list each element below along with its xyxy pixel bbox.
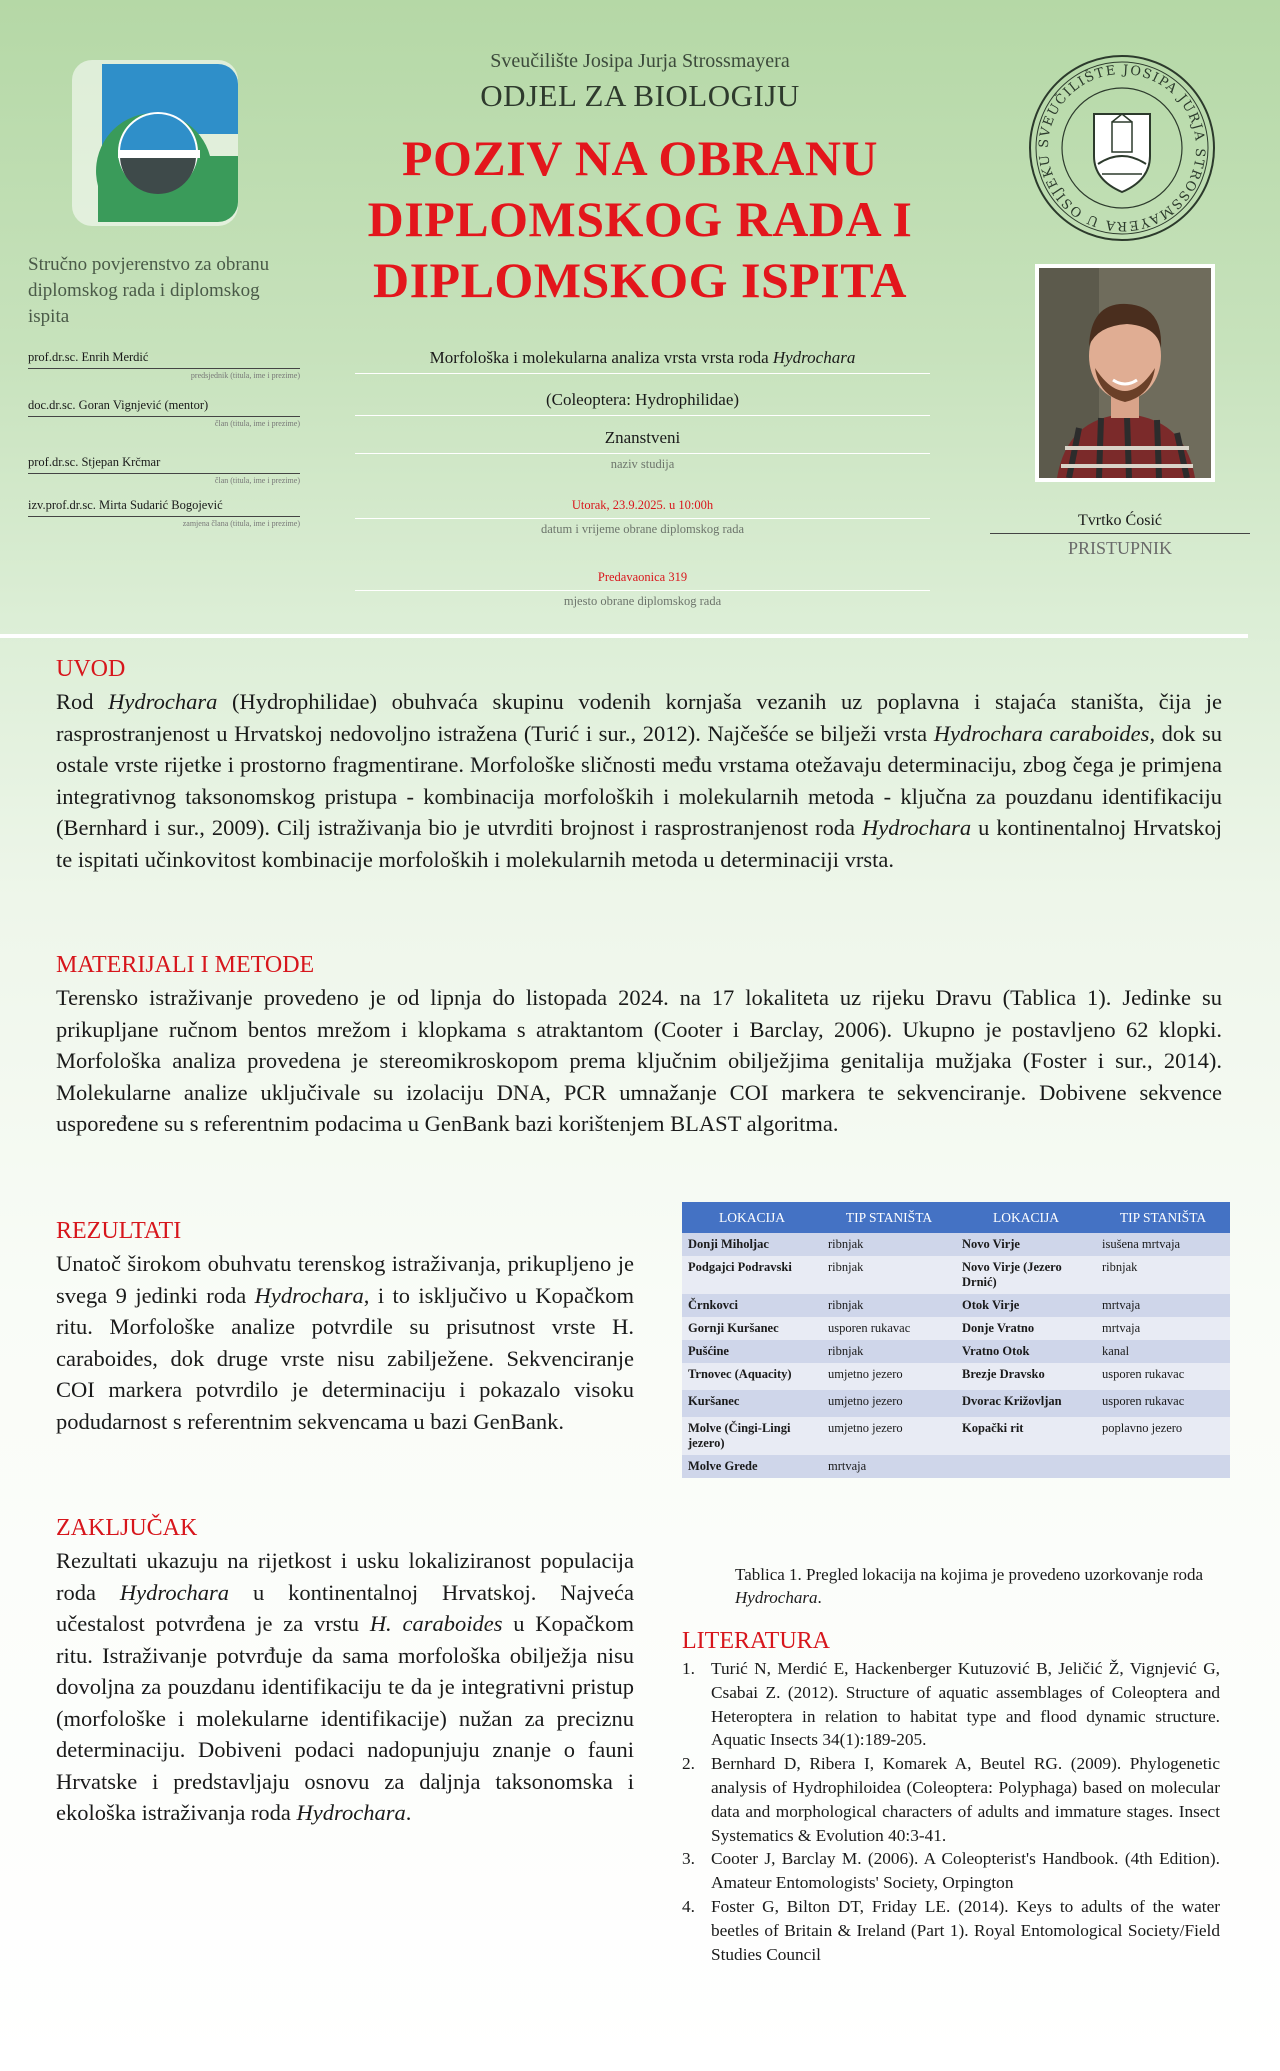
candidate-photo	[1035, 264, 1215, 482]
member-role: član (titula, ime i prezime)	[214, 476, 300, 485]
table-row	[682, 1294, 1230, 1317]
table-cell-location: Dvorac Križovljan	[956, 1390, 1096, 1417]
table-cell-habitat: usporen rukavac	[1096, 1390, 1230, 1417]
study-name: Znanstveni	[355, 428, 930, 454]
literature-item-number: 3.	[682, 1849, 695, 1869]
table-cell-location: Otok Virje	[956, 1294, 1096, 1317]
section-text-conclusion: Rezultati ukazuju na rijetkost i usku lokaliziranost populacija roda Hydrochara u kontinentalnoj Hrvatskoj. Najveća učestalost potvrđena je za vrstu H. caraboides u Kopačkom ritu. Istraživanje potvrđuje da sama morfološka obilježja nisu dovoljna za pouzdanu identifikaciju te da je integrativni pristup (morfološke i molekularne identifikacije) nužan za preciznu determinaciju. Dobiveni podaci nadopunjuju znanje o fauni Hrvatske i predstavljaju osnovu za daljnja taksonomska i ekološka istraživanja roda Hydrochara.	[56, 1548, 634, 1825]
section-heading-results: REZULTATI	[56, 1218, 182, 1244]
divider	[0, 634, 1248, 638]
table-cell-location: Gornji Kuršanec	[682, 1317, 822, 1340]
table-cell-location: Molve (Čingi-Lingi jezero)	[682, 1417, 822, 1455]
literature-item	[682, 1657, 1220, 1752]
committee-member	[28, 350, 300, 380]
title-line: DIPLOMSKOG ISPITA	[372, 252, 908, 308]
literature-item-number: 1.	[682, 1659, 695, 1678]
member-name: izv.prof.dr.sc. Mirta Sudarić Bogojević	[28, 498, 300, 517]
section-heading-conclusion: ZAKLJUČAK	[56, 1515, 198, 1541]
study-label: naziv studija	[610, 457, 675, 471]
place-label: mjesto obrane diplomskog rada	[563, 594, 722, 608]
locations-table	[682, 1202, 1230, 1478]
table-cell-habitat: ribnjak	[822, 1340, 956, 1363]
table-row	[682, 1417, 1230, 1455]
table-cell-habitat: umjetno jezero	[822, 1363, 956, 1390]
table-row	[682, 1363, 1230, 1390]
thesis-title	[355, 348, 930, 374]
table-cell-location	[956, 1455, 1096, 1478]
committee-title: Stručno povjerenstvo za obranu diplomskog rada i diplomskog ispita	[28, 254, 270, 327]
table-cell-location: Podgajci Podravski	[682, 1256, 822, 1294]
italic-taxon: Hydrochara	[254, 1282, 364, 1308]
title-line: POZIV NA OBRANU	[401, 130, 879, 186]
literature-item-text: Turić N, Merdić E, Hackenberger Kutuzović B, Jeličić Ž, Vignjević G, Csabai Z. (2012). Structure of aquatic assemblages of Coleoptera and Heteroptera in relation to habitat type and flood dynamic structure. Aquatic Insects 34(1):189-205.	[711, 1659, 1220, 1750]
thesis-subtitle: (Coleoptera: Hydrophilidae)	[355, 390, 930, 416]
committee-member	[28, 455, 300, 485]
literature-item	[682, 1752, 1220, 1847]
table-cell-habitat: kanal	[1096, 1340, 1230, 1363]
table-cell-habitat: umjetno jezero	[822, 1417, 956, 1455]
department-logo-icon	[68, 56, 242, 230]
page-title	[320, 128, 960, 311]
italic-taxon: Hydrochara	[296, 1800, 406, 1825]
seal-text: SVEUČILIŠTE JOSIPA JURJA STROSSMAYERA U OSIJEKU	[1036, 62, 1208, 234]
member-name: prof.dr.sc. Enrih Merdić	[28, 350, 300, 369]
table-cell-habitat: ribnjak	[1096, 1256, 1230, 1294]
member-name: doc.dr.sc. Goran Vignjević (mentor)	[28, 398, 300, 417]
table-cell-habitat: usporen rukavac	[1096, 1363, 1230, 1390]
table-cell-location: Donje Vratno	[956, 1317, 1096, 1340]
defense-datetime: Utorak, 23.9.2025. u 10:00h	[355, 498, 930, 519]
table-cell-location: Molve Grede	[682, 1455, 822, 1478]
university-seal-icon	[1026, 52, 1218, 244]
table-cell-habitat: mrtvaja	[1096, 1317, 1230, 1340]
literature-item	[682, 1895, 1220, 1966]
datetime-field	[355, 498, 930, 537]
table-header: LOKACIJA	[682, 1202, 822, 1233]
table-caption: Tablica 1. Pregled lokacija na kojima je provedeno uzorkovanje roda Hydrochara.	[735, 1565, 1204, 1607]
table-cell-habitat: umjetno jezero	[822, 1390, 956, 1417]
table-cell-habitat: mrtvaja	[1096, 1294, 1230, 1317]
table-cell-location: Črnkovci	[682, 1294, 822, 1317]
committee-member	[28, 398, 300, 428]
thesis-subtitle-field	[355, 390, 930, 416]
section-heading-uvod: UVOD	[56, 656, 126, 682]
table-cell-habitat: ribnjak	[822, 1233, 956, 1256]
candidate-name: Tvrtko Ćosić	[990, 512, 1250, 534]
table-cell-habitat: usporen rukavac	[822, 1317, 956, 1340]
section-text-results: Unatoč širokom obuhvatu terenskog istraživanja, prikupljeno je svega 9 jedinki roda Hydrochara, i to isključivo u Kopačkom ritu. Morfološke analize potvrdile su prisutnost vrste H. caraboides, dok druge vrste nisu zabilježene. Sekvenciranje COI markera potvrdilo je determinaciju i pokazalo visoku podudarnost s referentnim sekvencama u bazi GenBank.	[56, 1251, 634, 1434]
table-cell-habitat: ribnjak	[822, 1294, 956, 1317]
department-name: ODJEL ZA BIOLOGIJU	[480, 78, 800, 113]
table-body	[682, 1233, 1230, 1478]
university-name: Sveučilište Josipa Jurja Strossmayera	[490, 50, 790, 72]
literature-item-text: Bernhard D, Ribera I, Komarek A, Beutel RG. (2009). Phylogenetic analysis of Hydrophiloidea (Coleoptera: Polyphaga) based on molecular data and morphological characters of adults and immature stages. Insect Systematics & Evolution 40:3-41.	[711, 1754, 1220, 1845]
italic-taxon: Hydrochara	[108, 689, 218, 714]
literature-item-number: 2.	[682, 1754, 695, 1774]
table-header: TIP STANIŠTA	[822, 1202, 956, 1233]
table-cell-location: Novo Virje (Jezero Drnić)	[956, 1256, 1096, 1294]
italic-taxon: Hydrochara	[735, 1588, 818, 1607]
member-name: prof.dr.sc. Stjepan Krčmar	[28, 455, 300, 474]
italic-taxon: Hydrochara caraboides	[933, 720, 1150, 746]
thesis-title-text: Morfološka i molekularna analiza vrsta vrsta roda	[429, 348, 773, 367]
table-cell-location: Kuršanec	[682, 1390, 822, 1417]
literature-list	[682, 1657, 1220, 1966]
table-row	[682, 1233, 1230, 1256]
table-row	[682, 1340, 1230, 1363]
thesis-title-field	[355, 348, 930, 374]
member-role: član (titula, ime i prezime)	[214, 419, 300, 428]
table-header-row	[682, 1202, 1230, 1233]
datetime-label: datum i vrijeme obrane diplomskog rada	[540, 522, 745, 536]
italic-taxon: H. caraboides	[369, 1611, 503, 1636]
table-header: LOKACIJA	[956, 1202, 1096, 1233]
literature-item-text: Foster G, Bilton DT, Friday LE. (2014). Keys to adults of the water beetles of Britain & Ireland (Part 1). Royal Entomological Society/Field Studies Council	[711, 1896, 1220, 1964]
table-header: TIP STANIŠTA	[1096, 1202, 1230, 1233]
section-heading-methods: MATERIJALI I METODE	[56, 952, 315, 978]
place-field	[355, 570, 930, 609]
title-line: DIPLOMSKOG RADA I	[367, 191, 913, 247]
table-row	[682, 1390, 1230, 1417]
committee-member	[28, 498, 300, 528]
table-cell-location: Brezje Dravsko	[956, 1363, 1096, 1390]
section-heading-literature: LITERATURA	[682, 1628, 830, 1654]
table-row	[682, 1317, 1230, 1340]
table-cell-habitat: poplavno jezero	[1096, 1417, 1230, 1455]
table-cell-location: Kopački rit	[956, 1417, 1096, 1455]
defense-place: Predavaonica 319	[355, 570, 930, 591]
table-cell-habitat: isušena mrtvaja	[1096, 1233, 1230, 1256]
thesis-title-genus: Hydrochara	[772, 348, 856, 367]
table-cell-habitat: ribnjak	[822, 1256, 956, 1294]
literature-item	[682, 1847, 1220, 1895]
literature-item-number: 4.	[682, 1896, 695, 1916]
table-cell-location: Novo Virje	[956, 1233, 1096, 1256]
table-row	[682, 1455, 1230, 1478]
table-cell-location: Pušćine	[682, 1340, 822, 1363]
section-text-uvod: Rod Hydrochara (Hydrophilidae) obuhvaća skupinu vodenih kornjaša vezanih uz poplavna i stajaća staništa, čija je rasprostranjenost u Hrvatskoj nedovoljno istražena (Turić i sur., 2012). Najčešće se bilježi vrsta Hydrochara caraboides, dok su ostale vrste rijetke i prostorno fragmentirane. Morfološke sličnosti među vrstama otežavaju determinaciju, zbog čega je primjena integrativnog taksonomskog pristupa - kombinacija morfoloških i molekularnih metoda - ključna za pouzdanu identifikaciju (Bernhard i sur., 2009). Cilj istraživanja bio je utvrditi brojnost i rasprostranjenost roda Hydrochara u kontinentalnoj Hrvatskoj te ispitati učinkovitost kombinacije morfoloških i molekularnih metoda u determinaciji vrsta.	[56, 689, 1222, 872]
italic-taxon: Hydrochara	[119, 1579, 230, 1605]
literature-item-text: Cooter J, Barclay M. (2006). A Coleopterist's Handbook. (4th Edition). Amateur Entomologists' Society, Orpington	[711, 1849, 1220, 1893]
table-cell-location: Vratno Otok	[956, 1340, 1096, 1363]
table-cell-habitat: mrtvaja	[822, 1455, 956, 1478]
member-role: zamjena člana (titula, ime i prezime)	[182, 519, 300, 528]
table-cell-habitat	[1096, 1455, 1230, 1478]
candidate-role: PRISTUPNIK	[1067, 538, 1173, 558]
member-role: predsjednik (titula, ime i prezime)	[190, 371, 300, 380]
table-cell-location: Trnovec (Aquacity)	[682, 1363, 822, 1390]
table-cell-location: Donji Miholjac	[682, 1233, 822, 1256]
section-text-methods: Terensko istraživanje provedeno je od lipnja do listopada 2024. na 17 lokaliteta uz rijeku Dravu (Tablica 1). Jedinke su prikupljane ručnom bentos mrežom i klopkama s atraktantom (Cooter i Barclay, 2006). Ukupno je postavljeno 62 klopki. Morfološka analiza provedena je stereomikroskopom prema ključnim obilježjima genitalija mužjaka (Foster i sur., 2014). Molekularne analize uključivale su izolaciju DNA, PCR umnažanje COI markera te sekvenciranje. Dobivene sekvence uspoređene su s referentnim podacima u GenBank bazi korištenjem BLAST algoritma.	[56, 985, 1222, 1136]
italic-taxon: Hydrochara	[861, 815, 972, 840]
study-field	[355, 428, 930, 472]
table-row	[682, 1256, 1230, 1294]
